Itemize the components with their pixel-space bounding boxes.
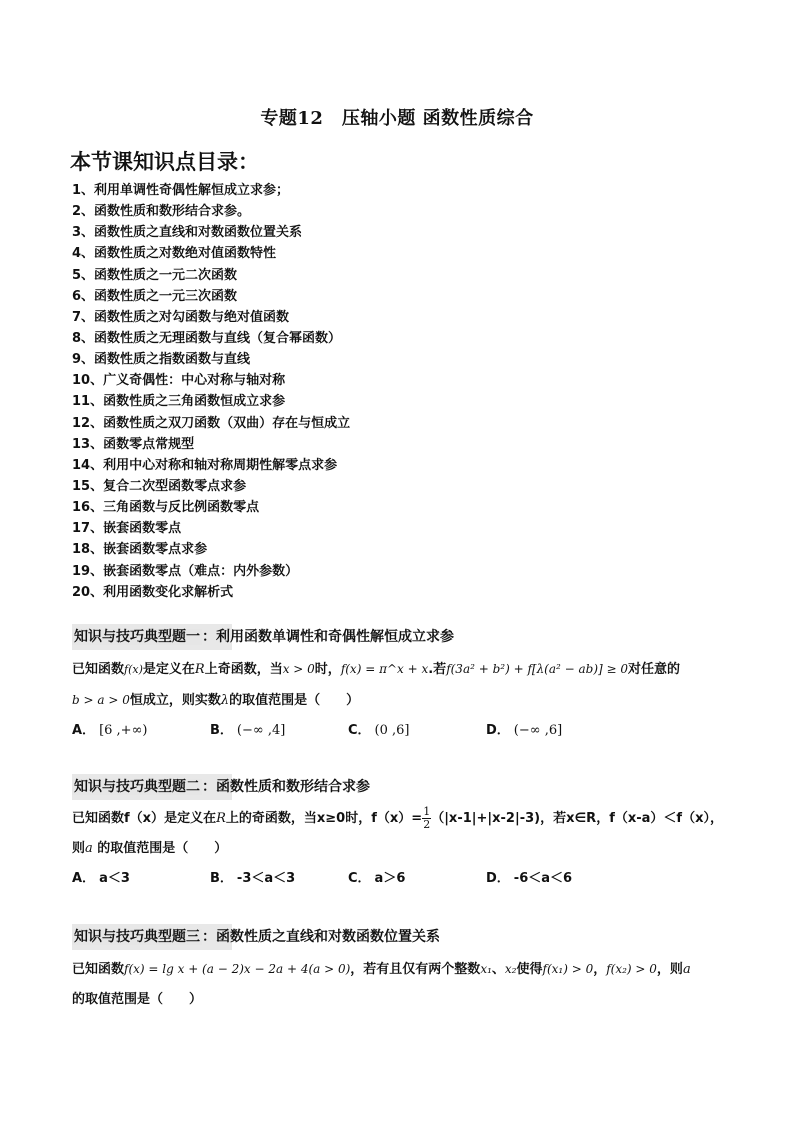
problem-text: 的取值范围是（ ） [92, 841, 228, 856]
choice-value: -3＜a＜3 [236, 871, 296, 886]
problem-text: 是定义在 [142, 662, 195, 677]
math-expr: R [216, 811, 226, 826]
math-expr: x₂ [504, 962, 517, 976]
math-expr: = [411, 811, 423, 826]
toc-item: 4、函数性质之对数绝对值函数特性 [72, 246, 277, 262]
section-title: ：函数性质之直线和对数函数位置关系 [202, 929, 440, 945]
problem-text: 的取值范围是（ ） [229, 693, 360, 708]
math-expr: a [85, 841, 93, 856]
problem-text: 时， [314, 662, 341, 677]
choice-c[interactable] [348, 864, 405, 894]
problem-text: 对任意的 [628, 662, 681, 677]
problem-line [72, 654, 752, 685]
problem-text: .若 [428, 662, 447, 677]
fraction [422, 806, 431, 831]
fraction-numerator: 1 [423, 805, 431, 818]
problem-text: ， [596, 811, 610, 826]
section-heading [72, 774, 376, 800]
choice-d[interactable] [486, 864, 572, 894]
problem-text: ，则 [656, 962, 683, 977]
problem-line [72, 834, 752, 864]
answer-choices [72, 864, 752, 894]
choice-label: B． [210, 723, 233, 738]
section-tag: 知识与技巧典型题三 [74, 929, 200, 945]
toc-item: 20、利用函数变化求解析式 [72, 584, 234, 600]
choice-value: (−∞ ,6] [513, 723, 563, 738]
math-expr: f（x） [124, 811, 165, 826]
problem-text: ，若有且仅有两个整数 [350, 962, 481, 977]
choice-label: A． [72, 723, 96, 738]
toc-item: 6、函数性质之一元三次函数 [72, 288, 238, 304]
math-expr: f(3a² + b²) + f[λ(a² − ab)] ≥ 0 [446, 662, 629, 676]
toc-item: 19、嵌套函数零点（难点：内外参数） [72, 563, 299, 579]
toc-item: 3、函数性质之直线和对数函数位置关系 [72, 225, 303, 241]
problem-line [72, 985, 752, 1015]
math-expr: f(x) [124, 663, 143, 676]
choice-value: a＜3 [99, 871, 130, 886]
problem-text: 、 [491, 962, 505, 977]
math-expr: f（x-a）＜f（x） [609, 811, 710, 826]
toc-item: 8、函数性质之无理函数与直线（复合幂函数） [72, 330, 342, 346]
choice-label: A． [72, 871, 96, 886]
toc-heading: 本节课知识点目录： [70, 149, 259, 174]
math-expr: f(x₂) > 0 [606, 962, 657, 976]
problem-text: 上的奇函数，当 [225, 811, 317, 826]
example-section-3 [72, 924, 752, 1015]
choice-label: D． [486, 871, 510, 886]
problem-text: ， [709, 811, 723, 826]
choice-value: a＞6 [374, 871, 406, 886]
toc-item: 10、广义奇偶性：中心对称与轴对称 [72, 373, 286, 389]
problem-text: 恒成立，则实数 [129, 693, 221, 708]
choice-d[interactable] [486, 716, 562, 746]
toc-item: 12、函数性质之双刀函数（双曲）存在与恒成立 [72, 415, 351, 431]
toc-item: 16、三角函数与反比例函数零点 [72, 500, 260, 516]
section-title: ：利用函数单调性和奇偶性解恒成立求参 [202, 629, 454, 645]
choice-label: C． [348, 871, 371, 886]
choice-value: [6 ,+∞) [99, 723, 148, 738]
math-expr: x > 0 [282, 662, 315, 676]
problem-line [72, 954, 752, 985]
toc-item: 5、函数性质之一元二次函数 [72, 267, 238, 283]
section-tag: 知识与技巧典型题二 [74, 779, 200, 795]
toc-item: 15、复合二次型函数零点求参 [72, 478, 247, 494]
toc-item: 1、利用单调性奇偶性解恒成立求参； [72, 183, 290, 198]
choice-a[interactable] [72, 716, 147, 746]
problem-line [72, 685, 752, 716]
toc-item: 2、函数性质和数形结合求参。 [72, 204, 251, 220]
choice-value: (−∞ ,4] [236, 723, 286, 738]
choice-value: -6＜a＜6 [513, 871, 573, 886]
choice-b[interactable] [210, 716, 285, 746]
problem-text: 已知函数 [72, 962, 125, 977]
problem-text: 已知函数 [72, 662, 125, 677]
problem-text: 是定义在 [164, 811, 217, 826]
choice-b[interactable] [210, 864, 295, 894]
problem-text: 已知函数 [72, 811, 125, 826]
section-heading [72, 924, 446, 950]
math-expr: b > a > 0 [72, 693, 130, 707]
toc-item: 9、函数性质之指数函数与直线 [72, 352, 251, 368]
problem-text: 则 [72, 841, 86, 856]
problem-text: ，若 [540, 811, 567, 826]
toc-list [72, 180, 350, 603]
section-title: ：函数性质和数形结合求参 [202, 779, 370, 795]
choice-a[interactable] [72, 864, 130, 894]
toc-item: 17、嵌套函数零点 [72, 521, 182, 537]
example-section-1 [72, 624, 752, 746]
problem-text: 使得 [516, 962, 543, 977]
choice-label: D． [486, 723, 510, 738]
math-expr: a [682, 962, 691, 977]
fraction-denominator: 2 [423, 818, 431, 831]
problem-text: 时， [345, 811, 372, 826]
answer-choices [72, 716, 752, 746]
math-expr: x∈R [566, 811, 597, 826]
math-expr: x≥0 [316, 811, 346, 826]
choice-label: C． [348, 723, 371, 738]
math-expr: f(x) = lg x + (a − 2)x − 2a + 4(a > 0) [124, 962, 351, 976]
math-expr: λ [220, 693, 230, 708]
toc-item: 11、函数性质之三角函数恒成立求参 [72, 394, 286, 410]
section-tag: 知识与技巧典型题一 [74, 629, 200, 645]
problem-text: 的取值范围是（ ） [72, 992, 203, 1007]
choice-label: B． [210, 871, 233, 886]
math-expr: f(x₁) > 0 [542, 962, 594, 976]
math-expr: R [194, 662, 205, 677]
choice-c[interactable] [348, 716, 410, 746]
example-section-2 [72, 774, 752, 894]
toc-item: 14、利用中心对称和轴对称周期性解零点求参 [72, 457, 338, 473]
page-title: 专题12 压轴小题 函数性质综合 [260, 108, 534, 129]
toc-item: 13、函数零点常规型 [72, 436, 195, 452]
problem-line [72, 804, 752, 834]
toc-item: 7、函数性质之对勾函数与绝对值函数 [72, 309, 290, 325]
math-expr: f（x） [371, 811, 412, 826]
math-expr: x₁ [480, 962, 492, 976]
section-heading [72, 624, 460, 650]
toc-item: 18、嵌套函数零点求参 [72, 542, 208, 558]
problem-text: 上奇函数，当 [204, 662, 283, 677]
choice-value: (0 ,6] [374, 723, 410, 738]
problem-text: ， [593, 962, 607, 977]
math-expr: （|x-1|+|x-2|-3) [431, 811, 541, 826]
math-expr: f(x) = π^x + x [340, 662, 429, 676]
